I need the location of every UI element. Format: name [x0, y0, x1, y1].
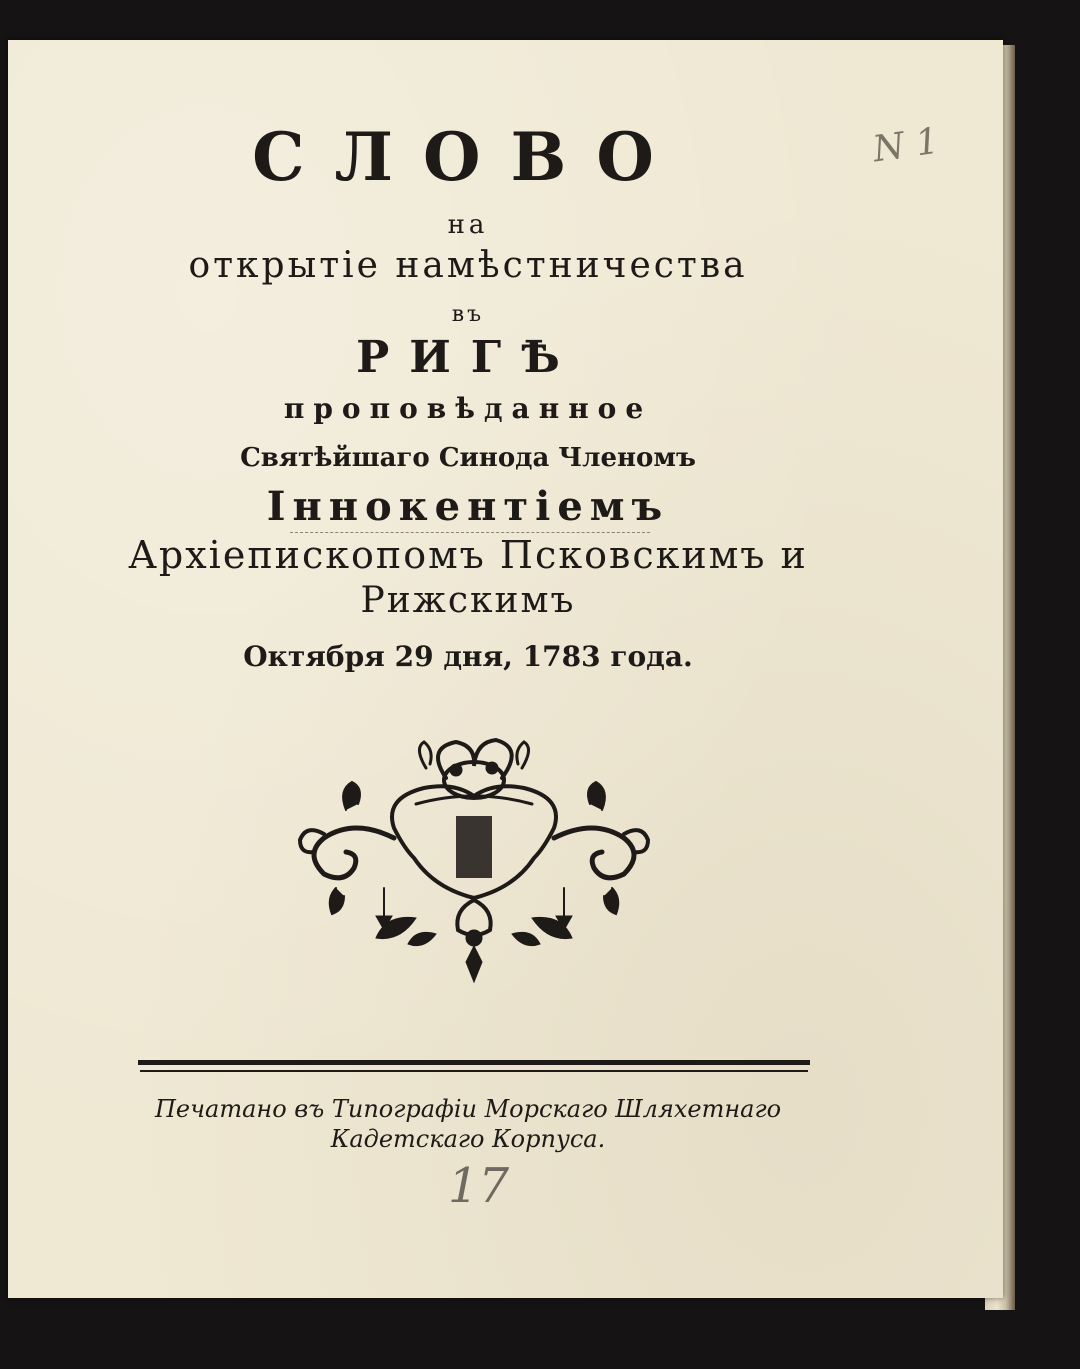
- double-rule-thick: [138, 1060, 810, 1065]
- line-v: въ: [451, 302, 485, 327]
- line-propovedannoe: проповѣданное: [283, 392, 653, 425]
- line-innokentiem: Іннокентіемъ: [266, 483, 670, 530]
- line-rizhskim: Рижскимъ: [360, 580, 576, 621]
- imprint-line-1: Печатано въ Типографіи Морскаго Шляхетнаго: [154, 1095, 782, 1123]
- title: СЛОВО: [252, 118, 684, 196]
- line-svyateishago: Святѣйшаго Синода Членомъ: [240, 443, 696, 473]
- line-archiepiskopom: Архіепископомъ Псковскимъ и: [128, 533, 808, 577]
- line-rige: РИГѢ: [356, 332, 580, 383]
- pencil-mark: N 1: [870, 120, 942, 171]
- floral-vignette-icon: [296, 738, 652, 986]
- page-number: 17: [448, 1158, 510, 1214]
- line-date: Октября 29 дня, 1783 года.: [243, 640, 693, 673]
- imprint-line-2: Кадетскаго Корпуса.: [330, 1125, 606, 1153]
- line-na: на: [447, 210, 489, 240]
- title-page: [8, 40, 1003, 1298]
- line-otkrytie: открытіе намѣстничества: [188, 245, 748, 286]
- double-rule-thin: [140, 1070, 808, 1072]
